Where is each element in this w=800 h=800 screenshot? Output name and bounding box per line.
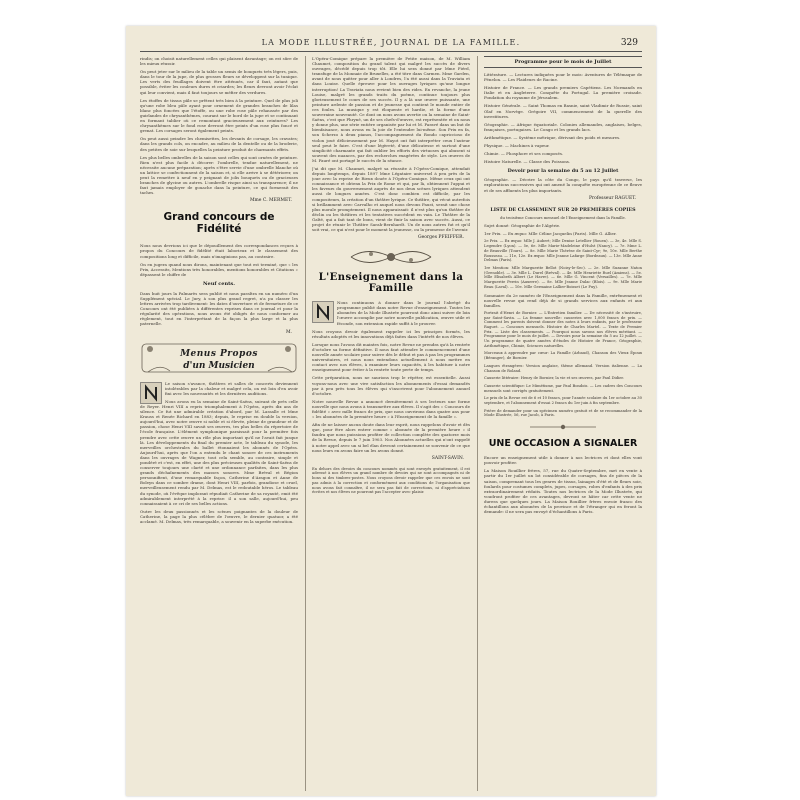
banner-title-bottom: d'un Musicien — [183, 360, 255, 371]
paragraph: Portrait d'Henri de Bornier. — L'Entretien familier. — De nécessité de s'instruire, par Saint-Savin. — La femme nouvelle: causeries avec 1,000 francs de prix. — Comment les parents doivent donner des notes à leurs enfants, par le professeur Raguet. — Concours mensuels. Histoire de Charles Martel. — Texte de Premier Prix. — Liste des classements. — Pourquoi nous savons nos élèves méritant. — Programme pour le mois de juillet. — Devoirs pour la semaine du 5 au 12 juillet. — Un programme de quatre années d'études de Histoire de France, Géographie, Arithmétique, Chimie, Sciences naturelles. — [484, 310, 642, 348]
paragraph: Les étoffes de tissus pâle se prêtent très bien à la peinture. Quel de plus joli qu'une robe bleu pâle ayant pour ornement de grandes branches de lilas blanc plus foncées que l'étoffe, ou une robe rose pâle rehaussée par des guirlandes de chrysanthèmes, courant sur le bord de la jupe et se continuant en formant tablier où ce remontant gracieusement aux ceintures? Les chrysanthèmes sur le fond rose devront être peints d'un rose plus foncé et grenat. Les corsages seront également peints. — [140, 97, 298, 134]
heading-enseignement: L'Enseignement dans la Famille — [318, 272, 464, 295]
paragraph: On en jugera quand nous dirons, maintenant que tout est terminé, que « les Prix, Accessits, Mentions très honorables, mentions honorables et Citations » dépassent le chiffre de — [140, 261, 298, 277]
paragraph: Dans huit jours la Palmarès sera publié et nous paraîtra en un numéro d'un Supplément spécial. Le Jury, à son plus grand regret, n'a pu classer les lettres arrivées trop tardivement: les dates d'ouverture et de fermeture de ce Concours ont été publiées à différentes reprises dans ce journal et pour la régularité des opérations, nous avons été obligés de nous conformer au règlement, tout en l'interprétant de la façon la plus large et la plus paternelle. — [140, 290, 298, 327]
page-header — [126, 38, 656, 50]
paragraph: 2e Prix. — Ex æquo: Mlle J. Aubert; Mlle Denise Letellier (Rouen). — 3e, 4e. Mlle S. Legendre (Lyon). — 5e, 6e. Mlle Marie-Madeleine d'Hulst (Nancy). — 7e. Mme L. de Beauville (Tours). — 8e. Mlle Marie Thérèse de Saint-Cyr; 9e, 10e. Mlle Berthe Rousseau. — 11e, 12e. Ex æquo: Mlle Jeanne Lafarge (Bordeaux). — 13e. Mlle Anne Delmas (Paris). — [484, 239, 642, 263]
subheading-neuf-cents: Neuf cents. — [202, 280, 235, 287]
column-divider — [305, 56, 306, 791]
author-signature: Georges PFEIFFER. — [418, 235, 464, 241]
header-rule — [140, 51, 642, 52]
paragraph: Arithmétique. — Système métrique, dérivant des poids et mesures. — [484, 134, 621, 140]
paragraph: Lorsque nous l'avons dit maintes fois, notre Revue ne prendra qu'à la rentrée d'octobre sa forme définitive. Il nous faut attendre le commencement d'une nouvelle année scolaire pour suivre dès le début et pas à pas les programmes universitaires, et nous nous entendons actuellement à nous mettre en contact avec nos élèves, à examiner leurs capacités, à les habituer à notre enseignement pour éviter à la rentrée toute perte de temps. — [312, 341, 470, 373]
paragraph: Causerie scientifique: Le Mimétisme, par Paul Bondois. — Les cadres des Concours mensuels sont corrigés gratuitement. — [484, 383, 642, 393]
paragraph: Nous croyons devoir également rappeler ici les principes formés, les résultats adoptés et les innovations déjà faites dans l'intérêt de nos élèves. — [312, 328, 470, 339]
author-signature: Professeur RAGUET. — [588, 195, 636, 201]
paragraph: Le prix de la Revue est de 6 et 10 francs, pour l'année scolaire du 1er octobre au 30 septembre, et l'abonnement d'essai 2 francs du 1er juin à fin septembre. — [484, 396, 642, 406]
paragraph: On peut jeter sur le milieu de la table un semis de bouquets très légers, puis, dans le tour de la jupe, de plus grosses fleurs se développent sur la tunique. Les verts des feuillages doivent être atténués, car il faut, autant que possible, éviter les couleurs dures et criardes; les fleurs devront avoir l'éclat qui leur convient, mais il faut toujours se méfier des verdures. — [140, 69, 298, 95]
paragraph: Langues étrangères: Version anglaise, thème allemand. Version italienne. — La Chanson de Roland. — [484, 363, 642, 373]
paragraph: Le saison s'avance, théâtres et salles de concerts deviennent intolérables par la chaleur et malgré cela, on est loin d'en avoir fini avec les nouveautés et les dernières auditions. — [165, 380, 298, 396]
paragraph: Outre les deux passionnés et les scènes poignantes de la douleur de Catherine, la page la plus célèbre de l'œuvre, le dernier quatuor, a été acclamé. M. Delmas, très remarquable, a souvenir en la superbe exécution. — [140, 508, 298, 524]
page-number: 329 — [620, 38, 638, 48]
paragraph: Histoire Naturelle. — Classe des Poissons. — [484, 159, 571, 165]
paragraph: Nous continuons à donner dans le journal l'abrégé du programme publié dans notre Revue d'enseignement. Toutes les abonnées de la Mode Illustrée pourront donc ainsi suivre de loin l'œuvre accomplie par notre nouvelle publication, œuvre utile et féconde, son extension rapide suffit à le prouver. — [337, 300, 470, 326]
paragraph: Cette préparation, nous ne saurions trop le répéter, est essentielle. Aussi voyons-nous avec une vive satisfaction les abonnements d'essai demandés par à peu près tous les élèves qui s'inscrivent pour l'abonnement annuel d'octobre. — [312, 375, 470, 396]
column-right — [484, 56, 642, 791]
column-divider — [477, 56, 478, 791]
author-signature: SAINT-SAVIN. — [431, 455, 464, 461]
paragraph: 1er Prix. — Ex æquo: Mlle Céline Jacquelin (Paris). Mlle G. Allier. — [484, 231, 617, 237]
paragraph: Littérature. — Lectures indiquées pour le mois: Aventures de Télémaque de Fénelon. — Les Plaideurs de Racine. — [484, 72, 642, 83]
paragraph: Histoire Générale. — Saint Thomas en Basnie, saint Vladimir de Russie, saint Olaf en Norvège. Grégoire VII, commencement de la querelle des investitures. — [484, 103, 642, 119]
paragraph: 1re Mention: Mlle Marguerite Bellot (Noisy-le-Sec). — 2e. Mlle Suzanne Naton (Grenoble). — 3e. Mlle L. Durel (Bréval). — 4e. Mlle Henriette Ruel (Amiens). — 5e. Mlle Elisabeth Albert (Le Havre). — 6e. Mlle G. Vincent (Versailles). — 7e. Mlle Marguerite Perrin (Auxerre). — 8e. Mlle Jeanne Dulac (Blois). — 9e. Mlle Marie Beau (Laval). — 10e. Mlle Germaine Lallier-Boisset (Le Puy). — [484, 266, 642, 289]
paragraph: Chimie. — Phosphore et ses composés. — [484, 151, 564, 157]
paragraph: On peut aussi peindre les chemisettes, les devants de corsage, les cravates; dans les grands cols, on encadre, au milieu de la dentelle ou de la broderie, des petites de soie sur lesquelles la peinture produit de charmants effets. — [140, 136, 298, 152]
heading-programme: Programme pour le mois de Juillet — [484, 56, 642, 68]
paragraph: Les plus belles ombrelles de la saison sont celles qui sont ornées de peinture. Rien n'est plus facile à décorer: l'ombrelle, tendue naturellement, ne nécessite aucune préparation; après s'être servie d'une ombrelle blanche où un lattice se confectionnent de la saison et, si elle arrive à se détériorer, on peut la remettre à neuf en y peignant de jolis bouquets ou de gracieuses branches de glycine ou autres. L'ombrelle risque ainsi sa transparence; il ne faut jamais employer de gouache dans la peinture, ce qui formerait des taches. — [140, 154, 298, 196]
newspaper-page — [126, 26, 656, 796]
floral-ornament-icon — [346, 246, 436, 268]
paragraph: Géographie. — Décrire la côte du Congo, le pays qu'il traverse, les explorations successives qui ont amené la conquête européenne de ce fleuve et de ses affluents les plus importants. — [484, 177, 642, 193]
heading-occasion: UNE OCCASION A SIGNALER — [488, 438, 638, 450]
paragraph: Physique. — Machines à vapeur. — [484, 143, 550, 149]
author-signature: M. — [285, 329, 292, 335]
paragraph: Afin de ne laisser aucun doute dans leur esprit, nous rappelons d'avoir et dès que, pour être alors entrer comme « abonnée de la première heure » il faudra que nous puissions profiter de collection complète des quatorze mois de la Revue, depuis le 7 juin 1903. Nos Abonnées actuelles qui n'ont rappelé à notre appel avec un si bel élan devront certainement se souvenir de ce que nous leurs en avons faire un les avons donné. — [312, 422, 470, 453]
paragraph: Nous nous devrions ici que le dépouillement des correspondances reçues à propos du Concours de fidélité était laborieux et le classement des compositions long et difficile, mais n'imaginions pas, au contraire. — [140, 243, 298, 259]
paragraph: Histoire de France. — Les grands premiers Capétiens. Les Normands en Italie et en Angleterre. Conquête du Portugal. La première croisade. Fondation du royaume de Jérusalem. — [484, 85, 642, 101]
dropcap-ornament-icon — [312, 301, 334, 323]
heading-devoir: Devoir pour la semaine du 5 au 12 Juillet — [507, 168, 619, 175]
author-signature: Mme C. MERMET. — [249, 198, 292, 204]
column-left — [140, 56, 298, 791]
paragraph: Notre nouvelle Revue a annoncé dernièrement à ses lecteurs une forme nouvelle que nous avons à transmettre aux élèves. Il s'agit des « Concours de fidélité » avec mille francs de prix, que nous ouvrirons dans quatre ans pour « les abonnées de la première heure » à l'Enseignement de la famille ». — [312, 398, 470, 420]
heading-liste: LISTE DE CLASSEMENT SUR 20 PREMIÈRES COPIES — [490, 206, 636, 213]
paragraph: Encore un enseignement utile à donner à nos lectrices et dont elles vont pouvoir profiter. — [484, 455, 642, 466]
paragraph: Nous avons eu la semaine de Saint-Saëns, suivant de près celle de Reyer. Henri VIII a repris triomphalement à l'Opéra, après dix ans de silence. Ce fut une admirable création d'abord, par M. Lassalle et Mme Krauss et Renée Richard en 1883; depuis, le reprise en double la version, aujourd'hui, avec notre œuvre si noble et si élevée, pleine de grandeur et de passion, chose Henri VIII savait ses œuvres, tes plus belles du répertoire de l'école française. L'élément symphonique paraissait pour la première fois prendre avec cette œuvre un rôle plus important qu'il ne l'avait fait jusque là. Les développements du final du premier acte, le tableau du synode, les merveilles orchestrales du ballet étonnaient les abonnés de l'Opéra. Aujourd'hui, après que l'on a entendu le chant sonore de ces instruments dans les ouvrages de Wagner, tout cela semble, au contraire, simple et pondéré et c'est, en effet, une des plus précieuses qualités de Saint-Saëns de conserver toujours une clarté et une ordonnance parfaites, dans les plus grands déchaînements des masses sonores. Mme Bréval et Bégion personnifient, d'une remarquable façon, Catherine d'Aragon et Anne de Boleyn dans ce sombre drame, dont Henri VIII, parfois, grandiose et cruel, merveilleusement rendu par M. Delmas, est le redoutable héros. Le tableau du synode, où l'évêque implorant répudiait Catherine de sa royauté, emit été admirablement interprété à la reprise: il a son salle, aujourd'hui, peu connaissaient à ce cri de ses belles actions. — [140, 398, 298, 506]
dropcap-ornament-icon — [140, 382, 162, 404]
paragraph: rindis; on choisit naturellement celles qui plaisent davantage; on est sûre de les mieux réussir. — [140, 56, 298, 67]
journal-title: LA MODE ILLUSTRÉE, JOURNAL DE LA FAMILLE. — [261, 38, 521, 47]
divider-ornament-icon — [528, 422, 598, 432]
heading-grand-concours: Grand concours de Fidélité — [163, 211, 275, 236]
paragraph: Géographie. — Afrique équatoriale. Colonies allemandes, anglaises, belges, françaises, portugaises. Le Congo et les grands lacs. — [484, 121, 642, 132]
paragraph: Prière de demander pour un spécimen numéro gratuit et de se recommander de la Mode Illustrée, 56, rue Jacob, à Paris. — [484, 408, 642, 418]
paragraph: J'ai dit que M. Chaumet, malgré sa réussite à l'Opéra-Comique, attendait depuis longtemps, depuis 1897 Mme Légataire universel à peu près de la joue avec la reprise de Rieux douée à l'Opéra-Comique. Même ceux qui ont connaissance et obtenu la Prix de Rome et qui, par là, obtiennent l'appui et les faveurs du gouvernement auprès de nos deux scènes lyriques attendent aussi de longues années. C'est donc combien est difficile, par les compositeurs, la création d'un théâtre lyrique. Ce théâtre, qui vécut autrefois si brillamment avec Carvalho et auquel nous devons Faust, serait une chose plus morale promptement. Il nous apparaissait: il n'est plus qu'un théâtre de déclin ou les théâtres et les tentatives succèdent en vain. Le Théâtre de la Gaîté, qui a fait tant de bons, vient de finir la saison avec succès. Aussi, ce projet de réunir le Théâtre Sarah-Bernhardt. Un de nous autres fut et qu'il soit vrai, ce qui n'est pour le moment la jeunesse, ou la promesse de l'avenir. — [312, 165, 470, 233]
paragraph: L'Opéra-Comique prépare la première de Petite maison, de M. William Chaumet, composition du grand talent qui malgré les succès de divers ouvrages, décédé depuis trop tôt. Elle lui sera donné par Mme Fiérd, transfuge de la Monnaie de Bruxelles, a été titre dans Carmen. Mme Garden, avant de nous quitter pour aller à Londres, l'a été aussi dans la Traviata et dans Louise. Quelle épreuve pour les ouvrages lyriques qu'une longue interruption! La Traviata nous revient bien des rides. En revanche, la jeune Louise, malgré les grands traits du poème, continue toujours plus glorieusement le cours de ses succès. Il y a là une œuvre puissante, une peinture ardente de passion et de jeunesse qui contient le monde entier de ces foules. La musique y est éloquente et hardie, et la forme d'une souveraine nouveauté. Ce dont on nous avons avertie ou la semaine de Saint-Saëns, c'est que Phryné, un de ses chefs-d'œuvre, est représentée et on nous y donne plus, une série entière organisée par lui et M. Paravé dans un but de bienfaisance, nous avons eu la joie de l'entendre lui-même. Son Prix en fa, son Scherzo à deux pianos, l'accompagnement du Rondo capriccioso de violon joué délicieusement par M. Hayot ont fait interpréter ceux l'auteur seul peut le faire. C'est d'une légèreté, d'une délicatesse et surtout d'une simplicité charmante qui fait oublier les efforts des virtuoses qui abusent si souvent des nuances, par des recherches exagérées de style. Les œuvres de M. Fauré ont portagé le succès de la séance. — [312, 56, 470, 163]
column-middle — [312, 56, 470, 791]
paragraph: Sujet donné: Géographie de l'Algérie. — [484, 223, 561, 229]
paragraph: Morceaux à apprendre par cœur: La Famille (Arbaud), Chanson des Vieux Époux (Béranger), de Bornier. — [484, 351, 642, 361]
banner-title-top: Menus Propos — [180, 348, 258, 359]
subheading-liste: du troisième Concours mensuel de l'Enseignement dans la Famille. — [500, 215, 626, 220]
paragraph: La Maison Rouillier frères, 57, rue du Quatre-Septembre, met en vente à partir du 1er juillet un lot considérable de corsages, fins de pièces de la saison, comprenant tous les genres de tissus, lainages d'été et de fleurs soie, foulards pour costumes complets, jupes, corsages, robes d'enfants à des prix extraordinairement réduits. Toutes nos lectrices de la Mode Illustrée, qui voudront profiter de ces avantages, devront se hâter car cette vente ne durera que quelques jours. La Maison Rouillier frères envoie franco des échantillons aux abonnées de la province et de l'étranger qui en feront la demande: il ne sera pas envoyé d'échantillons à Paris. — [484, 468, 642, 515]
paragraph: Sommaire du 2e numéro de l'Enseignement dans la Famille, extrêmement et nouvelle revue qui rend déjà de si grands services aux enfants et aux familles. — [484, 292, 642, 308]
paragraph-note: En dehors des devoirs du concours nommés qui sont envoyés gratuitement, il est adressé à nos élèves un grand nombre de devoirs qui ne sont accompagnés ni de bons ni des timbres-postes. Nous croyons devoir rappeler que ces envois ne sont pas admis à la correction et conformément aux conditions de l'organisation que nous avons fait connaître, il ne sera pas fait de corrections, ni d'appréciations écrites et nos élèves ne pourront pas l'accepter avec plaisir. — [312, 466, 470, 495]
menus-propos-banner — [140, 341, 298, 375]
paragraph: Causerie littéraire: Henry de Bornier, la vie et ses œuvres, par Paul Didier. — [484, 376, 624, 381]
